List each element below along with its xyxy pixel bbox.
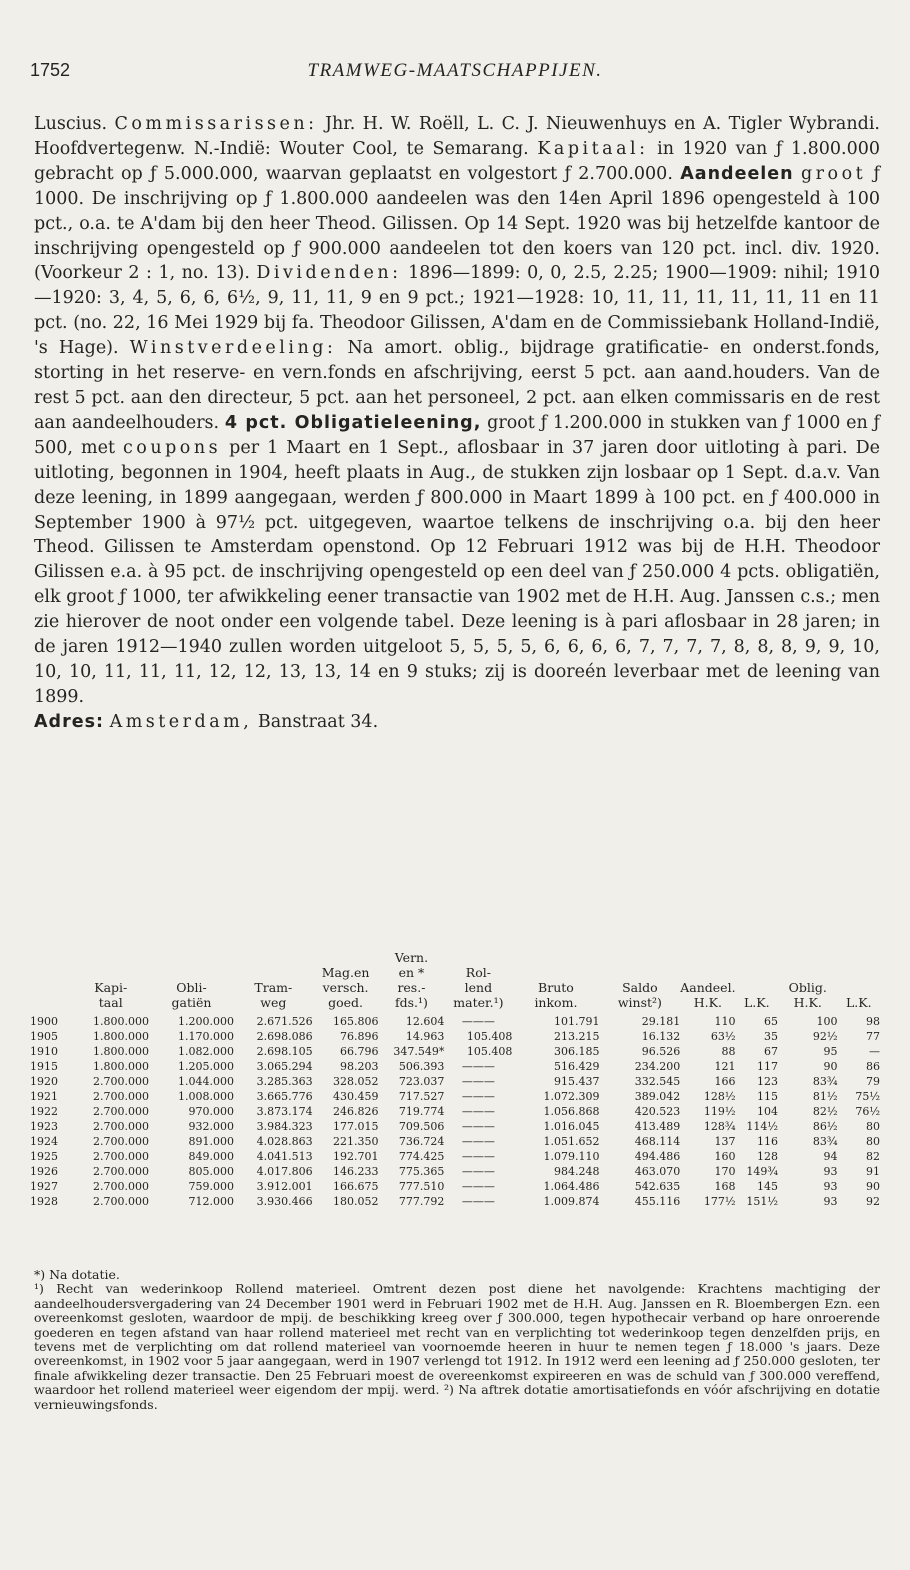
- table-cell: 1.008.000: [178, 1090, 234, 1103]
- table-cell: 116: [757, 1135, 778, 1148]
- table-cell: 66.796: [340, 1045, 379, 1058]
- table-cell: 2.700.000: [93, 1105, 149, 1118]
- table-cell: 1.016.045: [543, 1120, 600, 1133]
- table-cell: 2.700.000: [93, 1135, 149, 1148]
- year-cell: 1922: [30, 1105, 58, 1118]
- table-cell: 81½: [812, 1090, 838, 1103]
- table-cell: 166.675: [333, 1180, 379, 1193]
- table-cell: 805.000: [188, 1165, 234, 1178]
- table-cell: 723.037: [398, 1075, 445, 1088]
- table-row: [30, 1014, 880, 1029]
- table-cell: 932.000: [188, 1120, 234, 1133]
- table-cell: 151½: [746, 1195, 778, 1208]
- table-cell: 192.701: [333, 1150, 379, 1163]
- table-cell: 1.056.868: [543, 1105, 600, 1118]
- label-groot: groot: [800, 163, 867, 184]
- table-cell: 2.700.000: [93, 1120, 149, 1133]
- table-cell: 146.233: [333, 1165, 379, 1178]
- table-cell: 234.200: [634, 1060, 681, 1073]
- table-cell: ———: [461, 1090, 495, 1103]
- year-cell: 1915: [30, 1060, 58, 1073]
- table-row: [30, 1104, 880, 1119]
- text-run: per 1 Maart en 1 Sept., aflosbaar in 37 jaren door uitloting à pari. De uitloting, begonnen in 1904, heeft plaats in Aug., de stukken zijn losbaar op 1 Sept. d.a.v. Van deze leening, in 1899 aangegaan, werden ƒ 800.000 in Maart 1899 à 100 pct. en ƒ 400.000 in September 1900 à 97½ pct. uitgegeven, waartoe telkens de inschrijving o.a. bij den heer Theod. Gilissen te Amsterdam openstond. Op 12 Februari 1912 was bij de H.H. Theodoor Gilissen e.a. à 95 pct. de inschrijving opengesteld op een deel van ƒ 250.000 4 pcts. obligatiën, elk groot ƒ 1000, ter afwikkeling eener transactie van 1902 met de H.H. Aug. Janssen c.s.; men zie hierover de noot onder een volgende tabel. Deze leening is à pari aflosbaar in 28 jaren; in de jaren 1912—1940 zullen worden uitgeloot 5, 5, 5, 5, 6, 6, 6, 6, 7, 7, 7, 7, 8, 8, 8, 9, 9, 10, 10, 10, 11, 11, 11, 12, 12, 13, 13, 14 en 9 stuks; zij is dooreén leverbaar met de leening van 1899.: [34, 437, 880, 707]
- table-cell: 76.896: [340, 1030, 379, 1043]
- table-cell: 98.203: [340, 1060, 379, 1073]
- text-run: 1896—1899: 0, 0, 2.5, 2.25; 1900—1909: nihil; 1910—1920: 3, 4, 5, 6, 6, 6½, 9, 11, 11, 9 en 9 pct.; 1921—1928: 10, 11, 11, 11, 11, 11, 11 en 11 pct. (no. 22, 16 Mei 1929 bij fa. Theodoor Gilissen, A'dam en de Commissiebank Holland-Indië, 's Hage).: [34, 263, 881, 359]
- label-coupons: coupons: [123, 437, 222, 458]
- table-cell: 1.800.000: [93, 1060, 149, 1073]
- table-cell: 149¾: [746, 1165, 778, 1178]
- table-cell: 1.200.000: [178, 1015, 234, 1028]
- table-cell: 2.700.000: [93, 1090, 149, 1103]
- table-cell: 75½: [855, 1090, 880, 1103]
- table-cell: 430.459: [333, 1090, 379, 1103]
- table-cell: 2.700.000: [93, 1195, 149, 1208]
- table-cell: ———: [461, 1105, 495, 1118]
- table-cell: 86½: [812, 1120, 838, 1133]
- table-cell: 29.181: [641, 1015, 681, 1028]
- table-cell: 65: [764, 1015, 778, 1028]
- table-row: [30, 1044, 880, 1059]
- table-cell: 63½: [710, 1030, 736, 1043]
- section-label-dividenden: Dividenden:: [256, 263, 402, 284]
- text-run: groot ƒ 1.200.000 in stukken van ƒ 1000 en ƒ 500, met: [34, 412, 880, 458]
- table-cell: ———: [461, 1015, 495, 1028]
- section-label-aandeelen: Aandeelen: [680, 163, 794, 184]
- table-cell: 4.017.806: [256, 1165, 313, 1178]
- table-cell: 1.009.874: [543, 1195, 600, 1208]
- address-city: Amsterdam,: [109, 711, 253, 732]
- table-cell: 101.791: [554, 1015, 600, 1028]
- table-cell: 306.185: [554, 1045, 600, 1058]
- table-cell: 463.070: [634, 1165, 681, 1178]
- year-cell: 1928: [30, 1195, 58, 1208]
- table-cell: 137: [714, 1135, 736, 1148]
- section-label-winstverdeeling: Winstverdeeling:: [129, 338, 337, 359]
- table-cell: 777.510: [398, 1180, 445, 1193]
- table-cell: 110: [714, 1015, 736, 1028]
- table-cell: 2.700.000: [93, 1075, 149, 1088]
- table-cell: 221.350: [333, 1135, 379, 1148]
- address-street: Banstraat 34.: [252, 711, 379, 732]
- column-header: Aandeel. H.K.: [680, 980, 736, 1010]
- table-cell: 3.912.001: [256, 1180, 313, 1193]
- table-cell: 2.698.105: [256, 1045, 313, 1058]
- table-cell: 915.437: [554, 1075, 600, 1088]
- table-cell: 1.079.110: [543, 1150, 600, 1163]
- table-cell: 1.051.652: [543, 1135, 600, 1148]
- footnotes: [34, 1268, 880, 1412]
- column-header: Oblig. H.K.: [788, 980, 827, 1010]
- table-row: [30, 1164, 880, 1179]
- table-cell: 542.635: [634, 1180, 681, 1193]
- table-cell: 94: [823, 1150, 838, 1163]
- table-cell: 347.549*: [393, 1045, 445, 1058]
- text-run: Luscius.: [34, 114, 115, 134]
- table-row: [30, 1194, 880, 1209]
- table-cell: ———: [461, 1195, 495, 1208]
- table-cell: 3.065.294: [256, 1060, 313, 1073]
- year-cell: 1910: [30, 1045, 58, 1058]
- table-cell: 4.041.513: [256, 1150, 313, 1163]
- year-cell: 1925: [30, 1150, 58, 1163]
- table-row: [30, 1119, 880, 1134]
- table-row: [30, 1149, 880, 1164]
- table-cell: 984.248: [554, 1165, 600, 1178]
- table-cell: 90: [866, 1180, 880, 1193]
- table-row: [30, 1029, 880, 1044]
- column-header: L.K.: [743, 995, 770, 1010]
- table-cell: 3.665.776: [256, 1090, 313, 1103]
- table-cell: 420.523: [634, 1105, 681, 1118]
- year-cell: 1926: [30, 1165, 58, 1178]
- table-cell: 98: [866, 1015, 880, 1028]
- table-cell: 246.826: [333, 1105, 379, 1118]
- text-run: ƒ 1000. De inschrijving op ƒ 1.800.000 aandeelen was den 14en April 1896 opengesteld à 100 pct., o.a. te A'dam bij den heer Theod. Gilissen. Op 14 Sept. 1920 was bij hetzelfde kantoor de inschrijving opengesteld op ƒ 900.000 aandeelen tot den koers van 120 pct. incl. div. 1920. (Voorkeur 2 : 1, no. 13).: [34, 163, 880, 284]
- column-header: Tram- weg: [254, 980, 293, 1010]
- section-label-adres: Adres:: [34, 711, 104, 732]
- text-run: [794, 164, 801, 184]
- table-cell: 2.700.000: [93, 1180, 149, 1193]
- table-cell: 3.984.323: [256, 1120, 313, 1133]
- table-cell: 100: [816, 1015, 838, 1028]
- table-cell: 1.800.000: [93, 1045, 149, 1058]
- table-cell: 168: [714, 1180, 736, 1193]
- table-cell: 105.408: [466, 1045, 513, 1058]
- column-header: Saldo winst²): [617, 980, 662, 1010]
- table-cell: 35: [764, 1030, 778, 1043]
- page-header: [30, 58, 880, 88]
- year-cell: 1920: [30, 1075, 58, 1088]
- table-cell: 709.506: [398, 1120, 445, 1133]
- table-cell: 12.604: [405, 1015, 445, 1028]
- table-cell: 160: [714, 1150, 736, 1163]
- text-run: in 1920 van ƒ 1.800.000 gebracht op ƒ 5.000.000, waarvan geplaatst en volgestort ƒ 2.700.000.: [34, 138, 880, 184]
- table-header-row: [30, 950, 880, 1014]
- table-cell: 516.429: [554, 1060, 600, 1073]
- table-cell: 1.044.000: [178, 1075, 234, 1088]
- table-cell: 170: [714, 1165, 736, 1178]
- page-number: 1752: [30, 60, 71, 80]
- table-row: [30, 1134, 880, 1149]
- table-cell: ———: [461, 1060, 495, 1073]
- table-cell: ———: [461, 1180, 495, 1193]
- section-label-kapitaal: Kapitaal:: [537, 138, 649, 159]
- table-row: [30, 1059, 880, 1074]
- table-row: [30, 1179, 880, 1194]
- table-cell: 123: [757, 1075, 778, 1088]
- column-header: Rol- lend mater.¹): [453, 965, 504, 1010]
- running-title: TRAMWEG-MAATSCHAPPIJEN.: [307, 60, 603, 81]
- text-run: Jhr. H. W. Roëll, L. C. J. Nieuwenhuys en A. Tigler Wybrandi. Hoofdvertegenw. N.-Indië: Wouter Cool, te Semarang.: [34, 114, 880, 159]
- table-cell: 468.114: [634, 1135, 681, 1148]
- table-cell: 91: [866, 1165, 880, 1178]
- table-cell: 67: [764, 1045, 778, 1058]
- table-cell: ———: [461, 1075, 495, 1088]
- table-cell: 16.132: [641, 1030, 681, 1043]
- year-cell: 1924: [30, 1135, 58, 1148]
- article-body: [34, 112, 880, 735]
- text-run: Na amort. oblig., bijdrage gratificatie- en onderst.fonds, storting in het reserve- en vern.fonds en afschrijving, eerst 5 pct. aan aand.houders. Van de rest 5 pct. aan den directeur, 5 pct. aan het personeel, 2 pct. aan elken commissaris en de rest aan aandeelhouders.: [34, 338, 880, 433]
- table-cell: 114½: [746, 1120, 778, 1133]
- column-header: Vern. en * res.- fds.¹): [394, 950, 429, 1010]
- table-cell: 145: [757, 1180, 778, 1193]
- year-cell: 1921: [30, 1090, 58, 1103]
- table-cell: 82½: [812, 1105, 838, 1118]
- table-cell: 3.873.174: [256, 1105, 313, 1118]
- year-cell: 1923: [30, 1120, 58, 1133]
- table-cell: 80: [866, 1135, 880, 1148]
- table-cell: 82: [866, 1150, 880, 1163]
- table-cell: 213.215: [554, 1030, 600, 1043]
- table-cell: 970.000: [188, 1105, 234, 1118]
- table-cell: 1.205.000: [178, 1060, 234, 1073]
- column-header: Obli- gatiën: [171, 980, 212, 1010]
- table-cell: 774.425: [398, 1150, 445, 1163]
- table-cell: 90: [823, 1060, 838, 1073]
- table-cell: 177.015: [333, 1120, 379, 1133]
- table-cell: 76½: [855, 1105, 880, 1118]
- table-cell: 128¾: [703, 1120, 736, 1133]
- table-cell: ———: [461, 1165, 495, 1178]
- table-cell: 93: [823, 1165, 838, 1178]
- table-cell: 1.082.000: [178, 1045, 234, 1058]
- table-cell: 14.963: [405, 1030, 445, 1043]
- table-cell: 455.116: [634, 1195, 681, 1208]
- table-cell: 95: [823, 1045, 838, 1058]
- table-cell: 128½: [703, 1090, 736, 1103]
- section-label-commissarissen: Commissarissen:: [114, 114, 318, 134]
- table-cell: ———: [461, 1120, 495, 1133]
- table-cell: ———: [461, 1150, 495, 1163]
- table-cell: 177½: [703, 1195, 736, 1208]
- table-cell: 2.700.000: [93, 1165, 149, 1178]
- table-cell: 1.800.000: [93, 1015, 149, 1028]
- year-cell: 1927: [30, 1180, 58, 1193]
- table-cell: 117: [757, 1060, 778, 1073]
- table-cell: 1.170.000: [178, 1030, 234, 1043]
- table-cell: 777.792: [398, 1195, 445, 1208]
- main-paragraph: [34, 112, 880, 710]
- table-cell: 93: [823, 1180, 838, 1193]
- table-cell: 88: [721, 1045, 736, 1058]
- table-cell: 712.000: [188, 1195, 234, 1208]
- address-line: [34, 710, 880, 735]
- table-cell: 86: [866, 1060, 880, 1073]
- table-cell: 128: [757, 1150, 778, 1163]
- year-cell: 1900: [30, 1015, 58, 1028]
- table-cell: 4.028.863: [256, 1135, 313, 1148]
- footnote-text: ¹) Recht van wederinkoop Rollend materieel. Omtrent dezen post diene het navolgende: Krachtens machtiging der aandeelhoudersvergadering van 24 December 1901 werd in Februari 1902 met de H.H. Aug. Janssen en R. Bloembergen Ezn. een overeenkomst gesloten, waardoor de mpij. de beschikking kreeg over ƒ 300.000, tegen hypothecair verband op hare onroerende goederen en tegen afstand van haar rollend materieel met recht van en verplichting tot wederinkoop tegen denzelfden prijs, en tevens met de verplichting om dat rollend materieel van voornoemde heeren in huur te nemen tegen ƒ 18.000 's jaars. Deze overeenkomst, in 1902 voor 5 jaar aangegaan, werd in 1907 verlengd tot 1912. In 1912 werd een leening ad ƒ 250.000 gesloten, ter finale afwikkeling dezer transactie. Den 25 Februari moest de overeenkomst expireeren en was de schuld van ƒ 300.000 vereffend, waardoor het rollend materieel weer eigendom der mpij. werd. ²) Na aftrek dotatie amortisatiefonds en vóór afschrijving en dotatie vernieuwingsfonds.: [34, 1281, 880, 1412]
- table-cell: 92½: [812, 1030, 838, 1043]
- table-cell: 80: [866, 1120, 880, 1133]
- table-cell: 119½: [703, 1105, 736, 1118]
- table-cell: 3.285.363: [256, 1075, 313, 1088]
- table-cell: 328.052: [333, 1075, 379, 1088]
- table-cell: 3.930.466: [256, 1195, 313, 1208]
- table-cell: 83¾: [812, 1075, 838, 1088]
- table-cell: 180.052: [333, 1195, 379, 1208]
- table-row: [30, 1074, 880, 1089]
- column-header: Mag.en versch. goed.: [321, 965, 370, 1010]
- table-cell: 2.700.000: [93, 1150, 149, 1163]
- table-cell: 115: [757, 1090, 778, 1103]
- table-body: [30, 1014, 880, 1209]
- column-header: L.K.: [845, 995, 872, 1010]
- table-cell: 736.724: [398, 1135, 445, 1148]
- table-cell: 92: [866, 1195, 880, 1208]
- table-cell: 96.526: [641, 1045, 681, 1058]
- table-cell: 77: [866, 1030, 880, 1043]
- table-cell: 121: [714, 1060, 736, 1073]
- table-cell: 759.000: [188, 1180, 234, 1193]
- table-cell: —: [869, 1045, 880, 1058]
- table-cell: 389.042: [634, 1090, 681, 1103]
- table-cell: 717.527: [398, 1090, 445, 1103]
- financial-table: [30, 950, 880, 1209]
- table-cell: 891.000: [188, 1135, 234, 1148]
- table-cell: 83¾: [812, 1135, 838, 1148]
- table-row: [30, 1089, 880, 1104]
- table-cell: 105.408: [466, 1030, 513, 1043]
- table-cell: 1.072.309: [543, 1090, 600, 1103]
- table-cell: 494.486: [634, 1150, 681, 1163]
- table-cell: 506.393: [398, 1060, 445, 1073]
- table-cell: 165.806: [333, 1015, 379, 1028]
- table-cell: 79: [866, 1075, 880, 1088]
- column-header: Kapi- taal: [94, 980, 128, 1010]
- year-cell: 1905: [30, 1030, 58, 1043]
- column-header: [30, 950, 73, 1014]
- table-cell: 413.489: [634, 1120, 681, 1133]
- table-cell: 93: [823, 1195, 838, 1208]
- table-cell: 104: [757, 1105, 778, 1118]
- table-cell: 849.000: [188, 1150, 234, 1163]
- table-cell: 1.800.000: [93, 1030, 149, 1043]
- table-cell: 332.545: [634, 1075, 681, 1088]
- table-cell: 1.064.486: [543, 1180, 600, 1193]
- table-cell: 2.671.526: [256, 1015, 313, 1028]
- footnote-star: *) Na dotatie.: [34, 1267, 120, 1282]
- column-header: Bruto inkom.: [534, 980, 578, 1010]
- section-label-obligatieleening: 4 pct. Obligatieleening,: [224, 412, 482, 433]
- table-cell: 2.698.086: [256, 1030, 313, 1043]
- table-cell: ———: [461, 1135, 495, 1148]
- table-cell: 719.774: [398, 1105, 445, 1118]
- table-cell: 166: [714, 1075, 736, 1088]
- table-cell: 775.365: [398, 1165, 445, 1178]
